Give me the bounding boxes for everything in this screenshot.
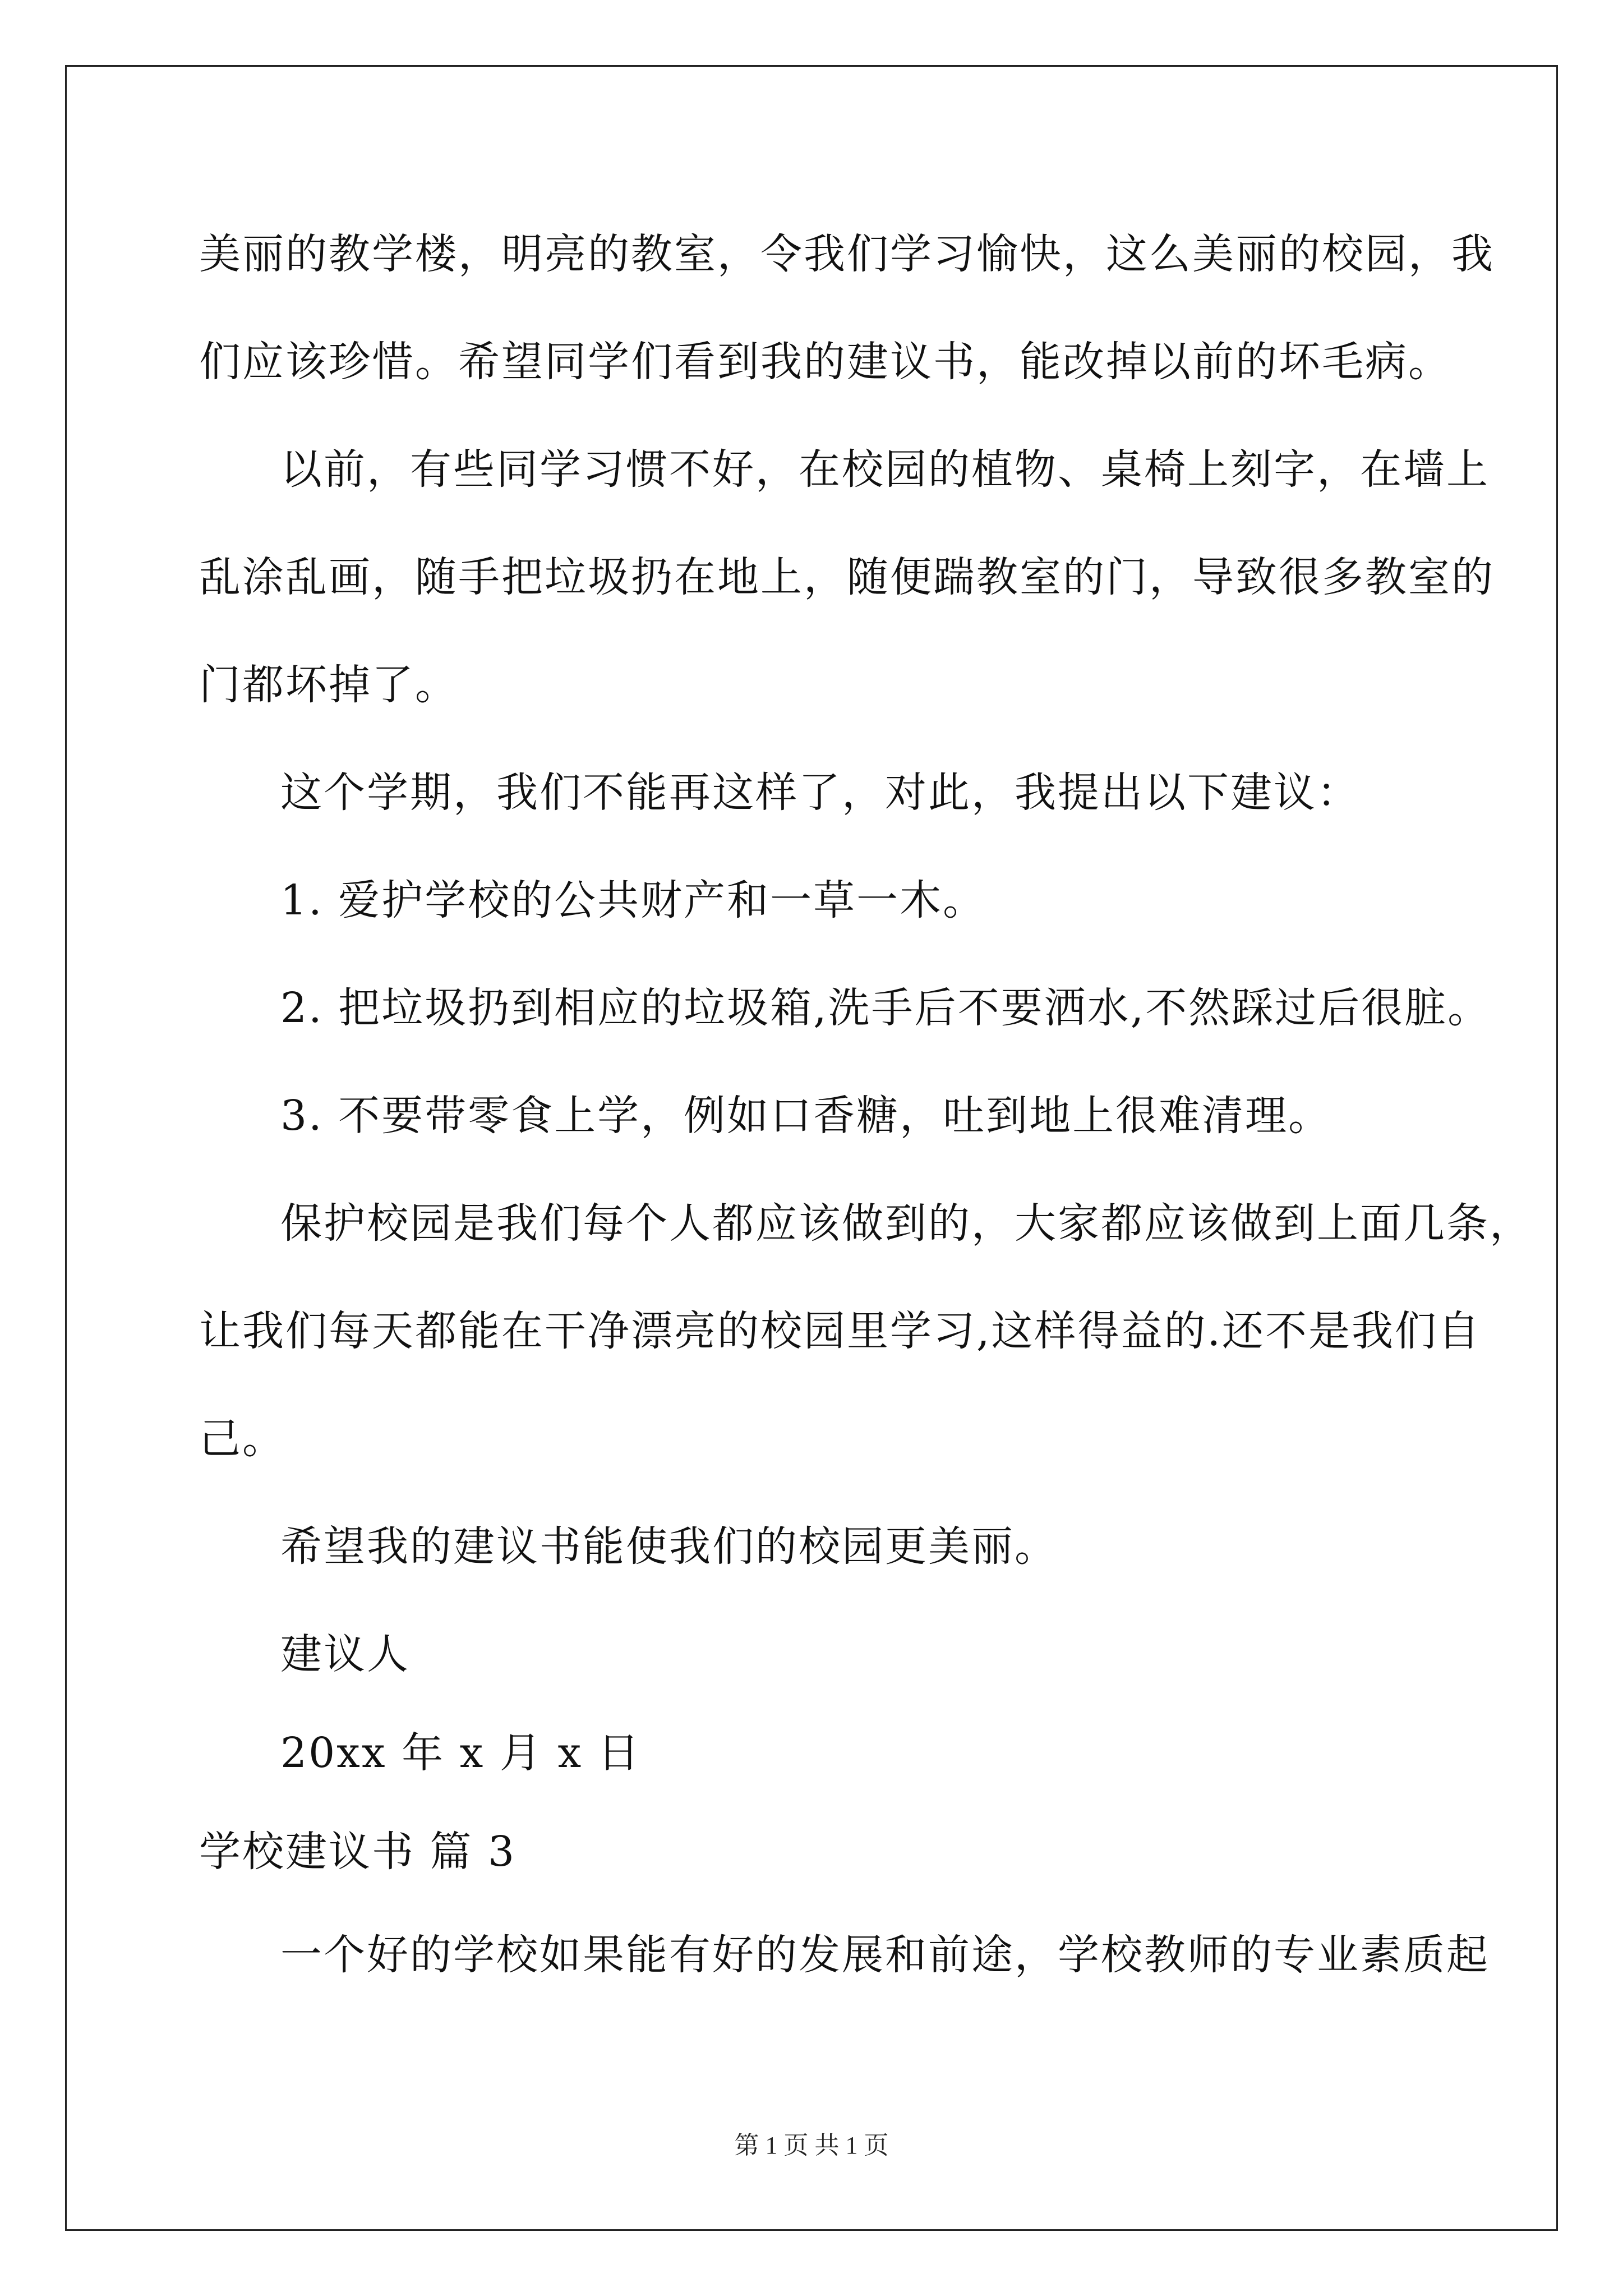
date-line: 20xx 年 x 月 x 日 xyxy=(280,1729,641,1777)
section-heading: 学校建议书 篇 3 xyxy=(199,1828,517,1876)
suggestion-2: 2. 把垃圾扔到相应的垃圾箱,洗手后不要洒水,不然踩过后很脏。 xyxy=(280,984,1491,1032)
page-border xyxy=(65,65,1558,2231)
page-number-footer: 第 1 页 共 1 页 xyxy=(734,2132,889,2159)
body-line-2: 们应该珍惜。希望同学们看到我的建议书，能改掉以前的坏毛病。 xyxy=(199,338,1451,386)
suggestion-3: 3. 不要带零食上学，例如口香糖，吐到地上很难清理。 xyxy=(280,1092,1332,1140)
signature-label: 建议人 xyxy=(280,1630,410,1678)
body-line-17: 一个好的学校如果能有好的发展和前途，学校教师的专业素质起 xyxy=(280,1931,1490,1979)
body-line-10: 保护校园是我们每个人都应该做到的，大家都应该做到上面几条， xyxy=(280,1199,1533,1248)
body-line-11: 让我们每天都能在干净漂亮的校园里学习,这样得益的.还不是我们自 xyxy=(199,1307,1482,1355)
suggestion-1: 1. 爱护学校的公共财产和一草一木。 xyxy=(280,876,986,924)
body-line-4: 乱涂乱画，随手把垃圾扔在地上，随便踹教室的门，导致很多教室的 xyxy=(199,553,1495,601)
body-line-3: 以前，有些同学习惯不好，在校园的植物、桌椅上刻字，在墙上 xyxy=(280,445,1490,494)
body-line-5: 门都坏掉了。 xyxy=(199,661,458,709)
body-line-6: 这个学期，我们不能再这样了，对此，我提出以下建议： xyxy=(280,769,1360,817)
body-line-12: 己。 xyxy=(199,1415,285,1463)
body-line-13: 希望我的建议书能使我们的校园更美丽。 xyxy=(280,1522,1058,1571)
body-line-1: 美丽的教学楼，明亮的教室，令我们学习愉快，这么美丽的校园，我 xyxy=(199,230,1495,278)
